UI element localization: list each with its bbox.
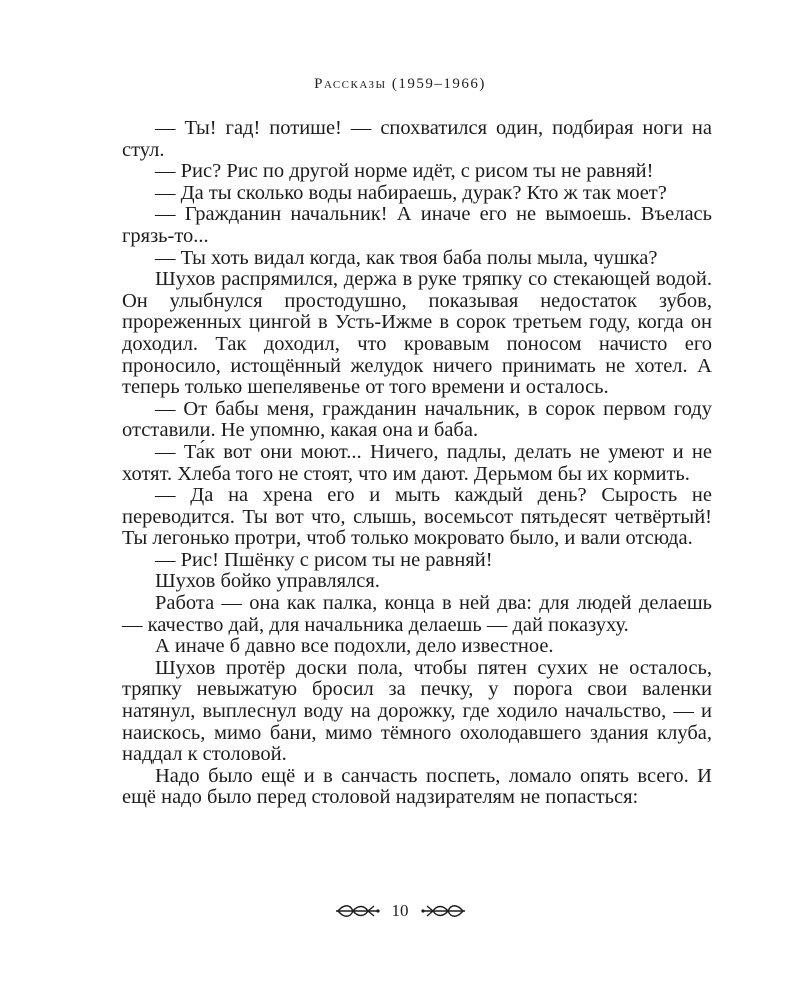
- paragraph: Шухов протёр доски пола, чтобы пятен сухих не осталось, тряпку невыжатую бросил за печку, у порога свои валенки натянул, выплеснул воду на дорожку, где ходило начальство, — и наискось, мимо бани, мимо тёмного охолодавшего здания клуба, наддал к столовой.: [122, 656, 712, 766]
- paragraph: Надо было ещё и в санчасть поспеть, ломало опять всего. И ещё надо было перед столовой надзирателям не попасться:: [122, 764, 712, 809]
- paragraph: Шухов бойко управлялся.: [155, 570, 380, 593]
- running-header: Рассказы (1959–1966): [314, 76, 486, 92]
- paragraph: — Ты! гад! потише! — спохватился один, подбирая ноги на стул.: [122, 117, 712, 161]
- paragraph: Работа — она как палка, конца в ней два: для людей делаешь — качество дай, для начальника делаешь — дай показуху.: [122, 592, 712, 636]
- flourish-ornament-icon: [421, 903, 467, 919]
- flourish-ornament-icon: [334, 903, 380, 919]
- paragraph: — Ты хоть видал когда, как твоя баба полы мыла, чушка?: [155, 246, 658, 269]
- paragraph: — Та́к вот они моют... Ничего, падлы, делать не умеют и не хотят. Хлеба того не стоят, что им дают. Дерьмом бы их кормить.: [122, 440, 712, 485]
- paragraph: — Да на хрена его и мыть каждый день? Сырость не переводится. Ты вот что, слышь, восемьсот пятьдесят четвёртый! Ты легонько протри, чтоб только мокровато было, и вали отсюда.: [122, 484, 712, 550]
- paragraph: А иначе б давно все подохли, дело известное.: [155, 635, 554, 658]
- paragraph: — Рис! Пшёнку с рисом ты не равняй!: [155, 548, 493, 571]
- paragraph: — Да ты сколько воды набираешь, дурак? Кто ж так моет?: [155, 181, 667, 204]
- body-text: [122, 118, 712, 809]
- paragraph: Шухов распрямился, держа в руке тряпку со стекающей водой. Он улыбнулся простодушно, показывая недостаток зубов, прореженных цингой в Усть-Ижме в сорок третьем году, когда он доходил. Так доходил, что кровавым поносом начисто его проносило, истощённый желудок ничего принимать не хотел. А теперь только шепелявенье от того времени и осталось.: [122, 268, 712, 399]
- paragraph: — От бабы меня, гражданин начальник, в сорок первом году отставили. Не упомню, какая она и баба.: [122, 397, 712, 442]
- page-footer: [0, 901, 800, 921]
- paragraph: — Гражданин начальник! А иначе его не вымоешь. Въелась грязь-то...: [122, 203, 712, 247]
- page-number: 10: [391, 901, 409, 920]
- paragraph: — Рис? Рис по другой норме идёт, с рисом ты не равняй!: [155, 160, 654, 183]
